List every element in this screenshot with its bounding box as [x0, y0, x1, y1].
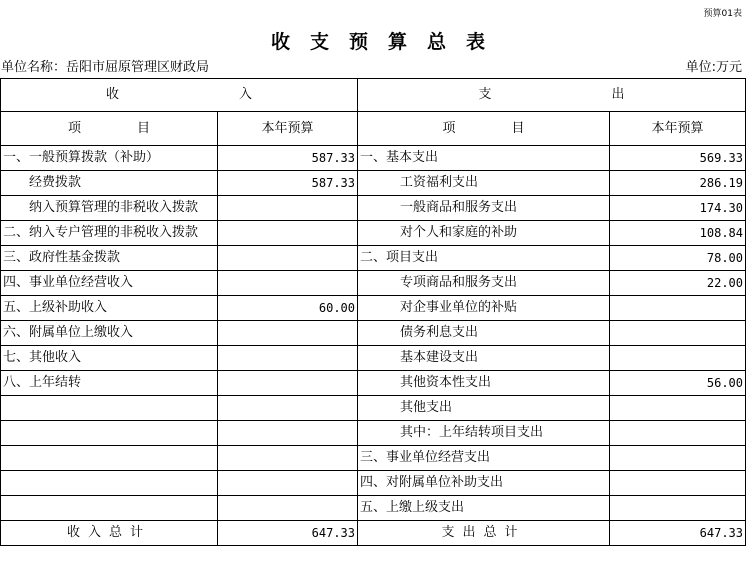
expense-item: 二、项目支出 — [358, 246, 610, 271]
expense-budget-header: 本年预算 — [610, 112, 746, 146]
income-value — [218, 321, 358, 346]
income-value: 587.33 — [218, 146, 358, 171]
income-value — [218, 396, 358, 421]
income-value — [218, 221, 358, 246]
expense-item: 四、对附属单位补助支出 — [358, 471, 610, 496]
income-item: 三、政府性基金拨款 — [1, 246, 218, 271]
income-item-char1: 项 — [67, 121, 81, 136]
table-row — [1, 446, 746, 471]
expense-value: 108.84 — [610, 221, 746, 246]
income-item: 七、其他收入 — [1, 346, 218, 371]
expense-section-header — [358, 79, 746, 112]
table-row — [1, 396, 746, 421]
income-item-char2: 目 — [137, 121, 151, 136]
expense-value: 286.19 — [610, 171, 746, 196]
form-number: 预算01表 — [703, 9, 742, 19]
table-row — [1, 471, 746, 496]
expense-value: 22.00 — [610, 271, 746, 296]
total-row — [1, 521, 746, 546]
expense-item: 一般商品和服务支出 — [358, 196, 610, 221]
income-item — [1, 496, 218, 521]
income-total-value: 647.33 — [218, 521, 358, 546]
header-row-section — [1, 79, 746, 112]
unit-name: 单位名称：岳阳市屈原管理区财政局 — [1, 60, 210, 75]
expense-item: 债务利息支出 — [358, 321, 610, 346]
expense-value — [610, 346, 746, 371]
expense-header-char1: 支 — [478, 87, 492, 102]
expense-item: 专项商品和服务支出 — [358, 271, 610, 296]
income-item: 六、附属单位上缴收入 — [1, 321, 218, 346]
unit-currency: 单位:万元 — [685, 60, 742, 75]
expense-item: 对企事业单位的补贴 — [358, 296, 610, 321]
expense-value — [610, 421, 746, 446]
income-item — [1, 396, 218, 421]
income-item: 纳入预算管理的非税收入拨款 — [1, 196, 218, 221]
income-value — [218, 371, 358, 396]
table-row — [1, 421, 746, 446]
expense-value — [610, 321, 746, 346]
income-item: 八、上年结转 — [1, 371, 218, 396]
expense-item: 工资福利支出 — [358, 171, 610, 196]
income-item: 经费拨款 — [1, 171, 218, 196]
expense-item: 其他资本性支出 — [358, 371, 610, 396]
expense-item: 基本建设支出 — [358, 346, 610, 371]
income-value — [218, 246, 358, 271]
income-item: 五、上级补助收入 — [1, 296, 218, 321]
expense-item: 三、事业单位经营支出 — [358, 446, 610, 471]
income-value — [218, 421, 358, 446]
income-total-label: 收入总计 — [1, 521, 218, 546]
expense-header-char2: 出 — [611, 87, 625, 102]
income-value: 587.33 — [218, 171, 358, 196]
expense-item-header — [358, 112, 610, 146]
table-row — [1, 221, 746, 246]
income-item — [1, 421, 218, 446]
expense-value — [610, 446, 746, 471]
income-item: 四、事业单位经营收入 — [1, 271, 218, 296]
income-item — [1, 471, 218, 496]
income-item-header — [1, 112, 218, 146]
income-section-header — [1, 79, 358, 112]
expense-item: 其他支出 — [358, 396, 610, 421]
header-row-columns — [1, 112, 746, 146]
budget-summary-table — [0, 78, 746, 546]
expense-total-value: 647.33 — [610, 521, 746, 546]
expense-item: 对个人和家庭的补助 — [358, 221, 610, 246]
income-item: 一、一般预算拨款（补助） — [1, 146, 218, 171]
expense-value — [610, 296, 746, 321]
expense-value: 174.30 — [610, 196, 746, 221]
expense-item-char1: 项 — [442, 121, 456, 136]
expense-item: 一、基本支出 — [358, 146, 610, 171]
income-value — [218, 446, 358, 471]
expense-value — [610, 496, 746, 521]
expense-value — [610, 471, 746, 496]
expense-item: 其中：上年结转项目支出 — [358, 421, 610, 446]
table-row — [1, 171, 746, 196]
income-value — [218, 271, 358, 296]
table-row — [1, 271, 746, 296]
income-budget-header: 本年预算 — [218, 112, 358, 146]
income-item — [1, 446, 218, 471]
table-row — [1, 246, 746, 271]
table-row — [1, 371, 746, 396]
income-header-char1: 收 — [105, 87, 119, 102]
page-title: 收支预算总表 — [270, 31, 505, 53]
expense-value: 569.33 — [610, 146, 746, 171]
table-row — [1, 196, 746, 221]
income-header-char2: 入 — [239, 87, 253, 102]
table-row — [1, 146, 746, 171]
income-value — [218, 471, 358, 496]
expense-value: 78.00 — [610, 246, 746, 271]
table-row — [1, 296, 746, 321]
expense-value — [610, 396, 746, 421]
table-row — [1, 496, 746, 521]
expense-total-label: 支出总计 — [358, 521, 610, 546]
expense-value: 56.00 — [610, 371, 746, 396]
table-row — [1, 346, 746, 371]
income-value — [218, 196, 358, 221]
expense-item: 五、上缴上级支出 — [358, 496, 610, 521]
income-value — [218, 496, 358, 521]
expense-item-char2: 目 — [511, 121, 525, 136]
income-item: 二、纳入专户管理的非税收入拨款 — [1, 221, 218, 246]
income-value: 60.00 — [218, 296, 358, 321]
table-row — [1, 321, 746, 346]
income-value — [218, 346, 358, 371]
